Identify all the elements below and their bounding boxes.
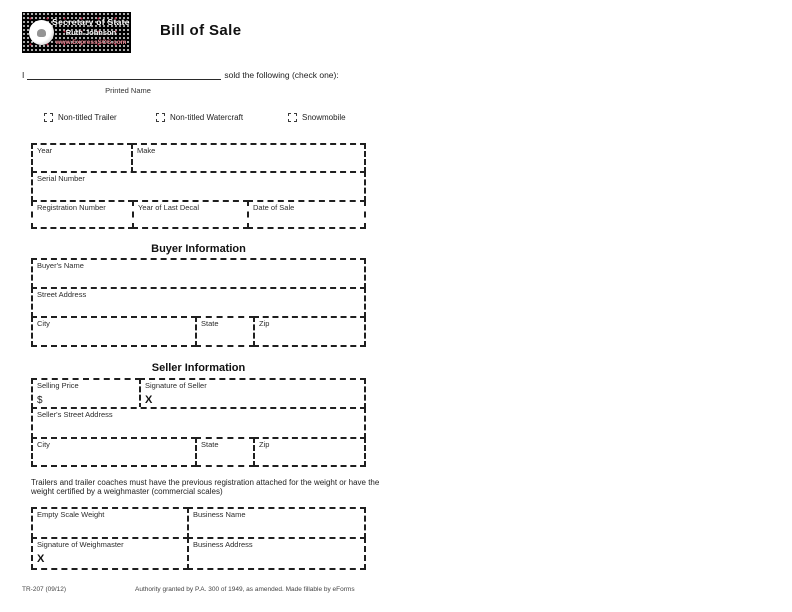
logo-officer-name: Ruth Johnson bbox=[65, 28, 117, 38]
buyer-zip-field[interactable] bbox=[253, 316, 366, 347]
seller-street-address-field[interactable] bbox=[31, 407, 366, 439]
buyer-city-field[interactable] bbox=[31, 316, 197, 347]
business-name-field[interactable] bbox=[187, 507, 366, 539]
checkbox-icon[interactable] bbox=[288, 113, 297, 122]
dollar-sign: $ bbox=[37, 394, 43, 406]
intro-suffix: sold the following (check one): bbox=[224, 70, 339, 80]
field-label: Year bbox=[37, 146, 53, 155]
field-label: Business Address bbox=[193, 540, 253, 549]
printed-name-caption: Printed Name bbox=[105, 86, 151, 95]
authority-statement: Authority granted by P.A. 300 of 1949, as amended. Made fillable by eForms bbox=[135, 586, 355, 593]
state-seal-icon bbox=[29, 20, 54, 45]
field-label: Seller's Street Address bbox=[37, 410, 113, 419]
checkbox-label: Non-titled Watercraft bbox=[170, 113, 244, 122]
checkbox-label: Non-titled Trailer bbox=[58, 113, 117, 122]
business-address-field[interactable] bbox=[187, 537, 366, 570]
field-label: Year of Last Decal bbox=[138, 203, 200, 212]
buyer-section-heading: Buyer Information bbox=[151, 243, 246, 255]
checkbox-icon[interactable] bbox=[44, 113, 53, 122]
field-label: Make bbox=[137, 146, 156, 155]
seller-zip-field[interactable] bbox=[253, 437, 366, 467]
checkbox-option-snowmobile[interactable] bbox=[288, 113, 346, 122]
serial-number-field[interactable] bbox=[31, 171, 366, 202]
seller-state-field[interactable] bbox=[195, 437, 255, 467]
selling-price-field[interactable] bbox=[31, 378, 141, 409]
field-label: Selling Price bbox=[37, 381, 79, 390]
intro-line bbox=[22, 70, 374, 80]
checkbox-option-watercraft[interactable] bbox=[156, 113, 243, 122]
field-label: Signature of Seller bbox=[145, 381, 207, 390]
field-label: State bbox=[201, 440, 219, 449]
secretary-of-state-logo bbox=[22, 12, 131, 53]
signature-x-mark: X bbox=[37, 552, 45, 565]
checkbox-icon[interactable] bbox=[156, 113, 165, 122]
field-label: State bbox=[201, 319, 219, 328]
field-label: Zip bbox=[259, 319, 270, 328]
field-label: Signature of Weighmaster bbox=[37, 540, 124, 549]
checkbox-option-trailer[interactable] bbox=[44, 113, 117, 122]
logo-text bbox=[52, 17, 130, 47]
empty-scale-weight-field[interactable] bbox=[31, 507, 189, 539]
signature-x-mark: X bbox=[145, 393, 153, 406]
seller-city-field[interactable] bbox=[31, 437, 197, 467]
weighmaster-note: Trailers and trailer coaches must have the previous registration attached for the weight or have the weight certified by a weighmaster (commercial scales) bbox=[31, 478, 380, 496]
field-label: Serial Number bbox=[37, 174, 85, 183]
checkbox-label: Snowmobile bbox=[302, 113, 346, 122]
field-label: City bbox=[37, 440, 50, 449]
page-title: Bill of Sale bbox=[160, 22, 242, 39]
intro-prefix: I bbox=[22, 70, 25, 80]
field-label: City bbox=[37, 319, 50, 328]
buyer-name-field[interactable] bbox=[31, 258, 366, 289]
field-label: Street Address bbox=[37, 290, 87, 299]
printed-name-blank[interactable] bbox=[27, 71, 221, 80]
weighmaster-signature-field[interactable] bbox=[31, 537, 189, 570]
year-field[interactable] bbox=[31, 143, 133, 173]
make-field[interactable] bbox=[131, 143, 366, 173]
buyer-street-address-field[interactable] bbox=[31, 287, 366, 318]
field-label: Business Name bbox=[193, 510, 246, 519]
seller-section-heading: Seller Information bbox=[151, 362, 246, 374]
field-label: Zip bbox=[259, 440, 270, 449]
field-label: Buyer's Name bbox=[37, 261, 84, 270]
logo-website: www.ExpressSOS.com bbox=[55, 38, 127, 46]
registration-number-field[interactable] bbox=[31, 200, 134, 229]
form-number: TR-207 (09/12) bbox=[22, 586, 67, 593]
year-of-last-decal-field[interactable] bbox=[132, 200, 249, 229]
buyer-state-field[interactable] bbox=[195, 316, 255, 347]
date-of-sale-field[interactable] bbox=[247, 200, 366, 229]
seller-signature-field[interactable] bbox=[139, 378, 366, 409]
logo-agency-name: Secretary of State bbox=[52, 17, 130, 27]
field-label: Registration Number bbox=[37, 203, 106, 212]
field-label: Empty Scale Weight bbox=[37, 510, 105, 519]
seal-figure bbox=[37, 29, 46, 37]
field-label: Date of Sale bbox=[253, 203, 295, 212]
